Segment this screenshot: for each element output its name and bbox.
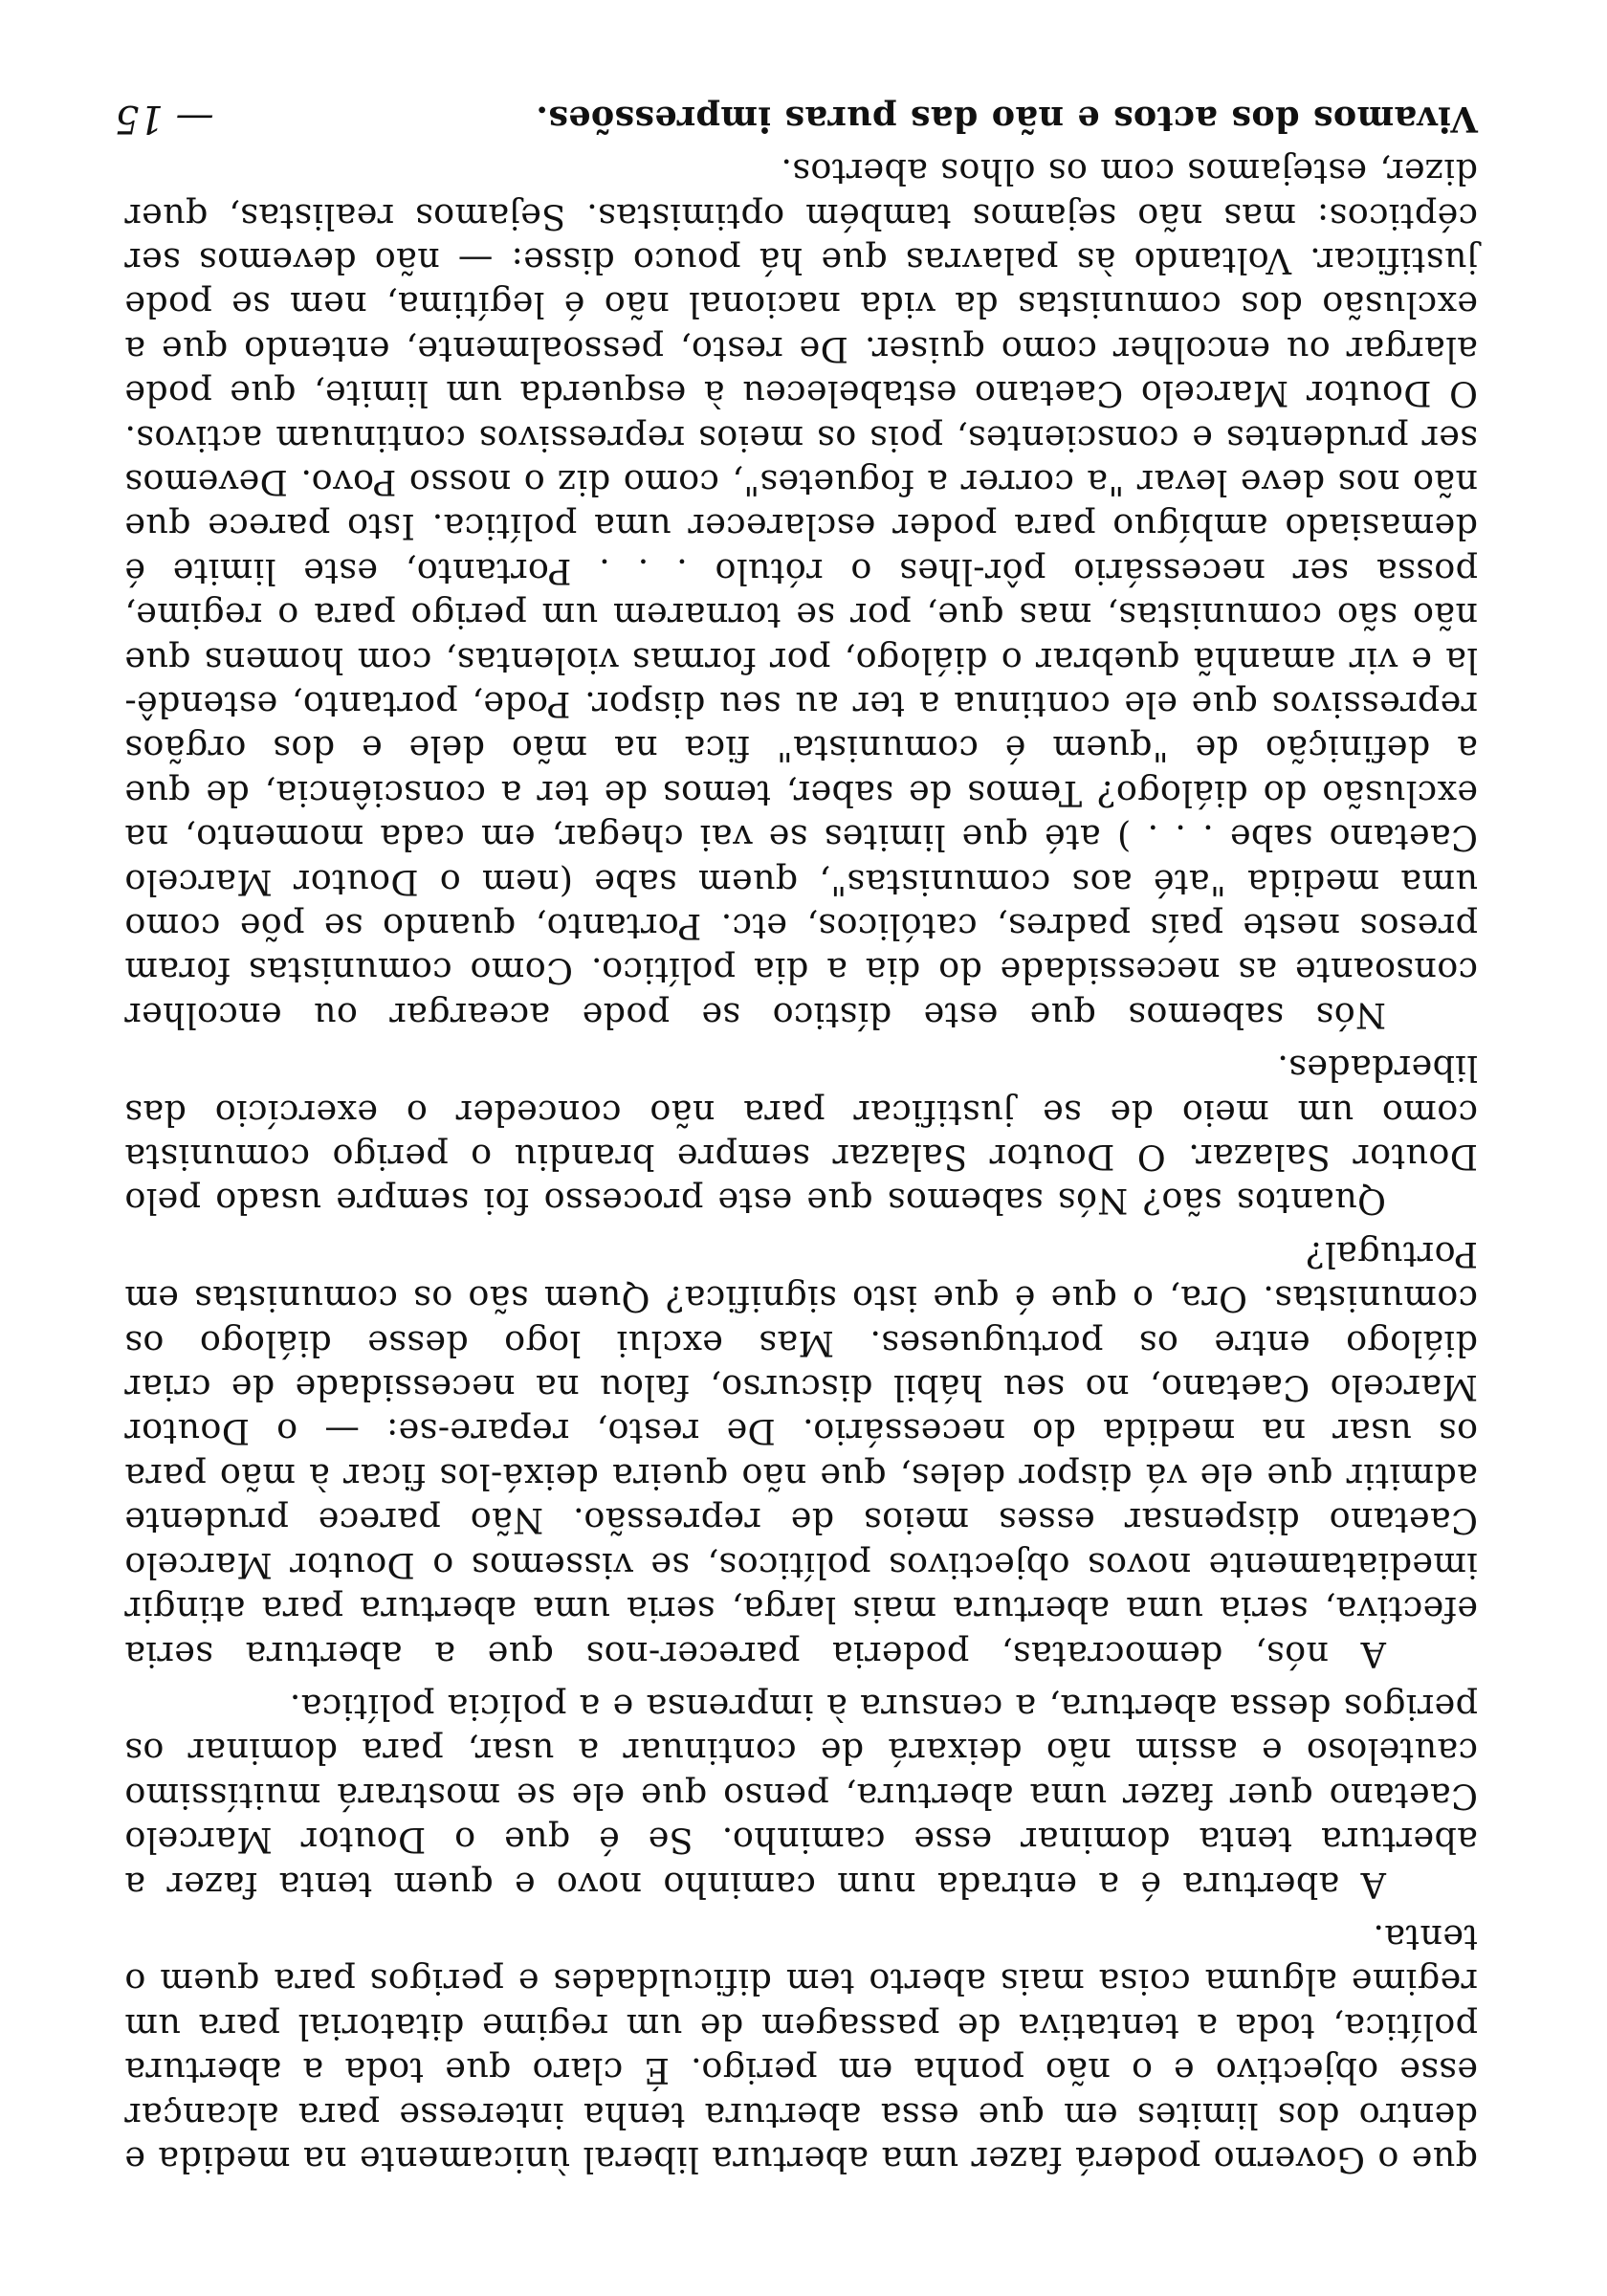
paragraph: A nós, democratas, poderia parecer-nos que a abertura seria efectiva, seria uma abertura mais larga, seria uma abertura para atingir imediatamente novos objectivos políticos, se vissemos o Doutor Marcelo Caetano dispensar esses meios de repressão. Não parece prudente admitir que ele vá dispor deles, que não queira deixá-los ficar à mão para os usar na medida do necessário. De resto, repare-se: — o Doutor Marcelo Caetano, no seu hábil discurso, falou na necessidade de criar diálogo entre os portugueses. Mas exclui logo desse diálogo os comunistas. Ora, o que é que isto significa? Quem são os comunistas em Portugal? xyxy=(124,1233,1478,1675)
paragraph: A abertura é a entrada num caminho novo e quem tenta fazer a abertura tenta dominar esse caminho. Se é que o Doutor Marcelo Caetano quer fazer uma abertura, penso que ele se mostrará muitíssimo cauteloso e assim não deixará de continuar a usar, para dominar os perigos dessa abertura, a censura à imprensa e a polícia política. xyxy=(124,1686,1478,1906)
page-number: — 15 xyxy=(115,97,214,141)
paragraph: Quantos são? Nós sabemos que este processo foi sempre usado pelo Doutor Salazar. O Doutor Salazar sempre brandiu o perigo comunista como um meio de se justificar para não conceder o exercício das liberdades. xyxy=(124,1048,1478,1223)
closing-sentence: Vivamos dos actos e não das puras impressões. xyxy=(535,98,1478,140)
paragraph: que o Governo poderá fazer uma abertura liberal ùnicamente na medida e dentro dos limites em que essa abertura tenha interesse para alcançar esse objectivo e o não ponha em perigo. É claro que toda a abertura política, toda a tentativa de passagem de um regime ditatorial para um regime alguma coisa mais aberto tem dificuldades e perigos para quem o tenta. xyxy=(124,1916,1478,2180)
paragraph: Nós sabemos que este dístico se pode aceargar ou encolher consoante as necessidade do dia a dia político. Como comunistas foram presos neste país padres, católicos, etc. Portanto, quando se põe como uma medida "até aos comunistas", quem sabe (nem o Doutor Marcelo Caetano sabe . . . ) até que limites se vai chegar, em cada momento, na exclusão do diálogo? Temos de saber, temos de ter a consciência, de que a definição de "quem é comunista" fica na mão dele e dos orgãos repressivos que ele continua a ter au seu dispor. Pode, portanto, estendê-la e vir amanhã quebrar o diálogo, por formas violentas, com homens que não são comunistas, mas que, por se tornarem um perigo para o regime, possa ser necessário pôr-lhes o rótulo . . . Portanto, este limite é demasiado ambíguo para poder esclarecer uma política. Isto parece que não nos deve levar "a correr a foguetes", como diz o nosso Povo. Devemos ser prudentes e conscientes, pois os meios repressivos continuam activos. O Doutor Marcelo Caetano estabeleceu à esquerda um limite, que pode alargar ou encolher como quiser. De resto, pessoalmente, entendo que a exclusão dos comunistas da vida nacional não é legítima, nem se pode justificar. Voltando às palavras que há pouco disse: — não devemos ser cépticos: mas não sejamos também optimistas. Sejamos realistas, quer dizer, estejamos com os olhos abertos. xyxy=(124,151,1478,1036)
body-text xyxy=(124,87,1478,2181)
